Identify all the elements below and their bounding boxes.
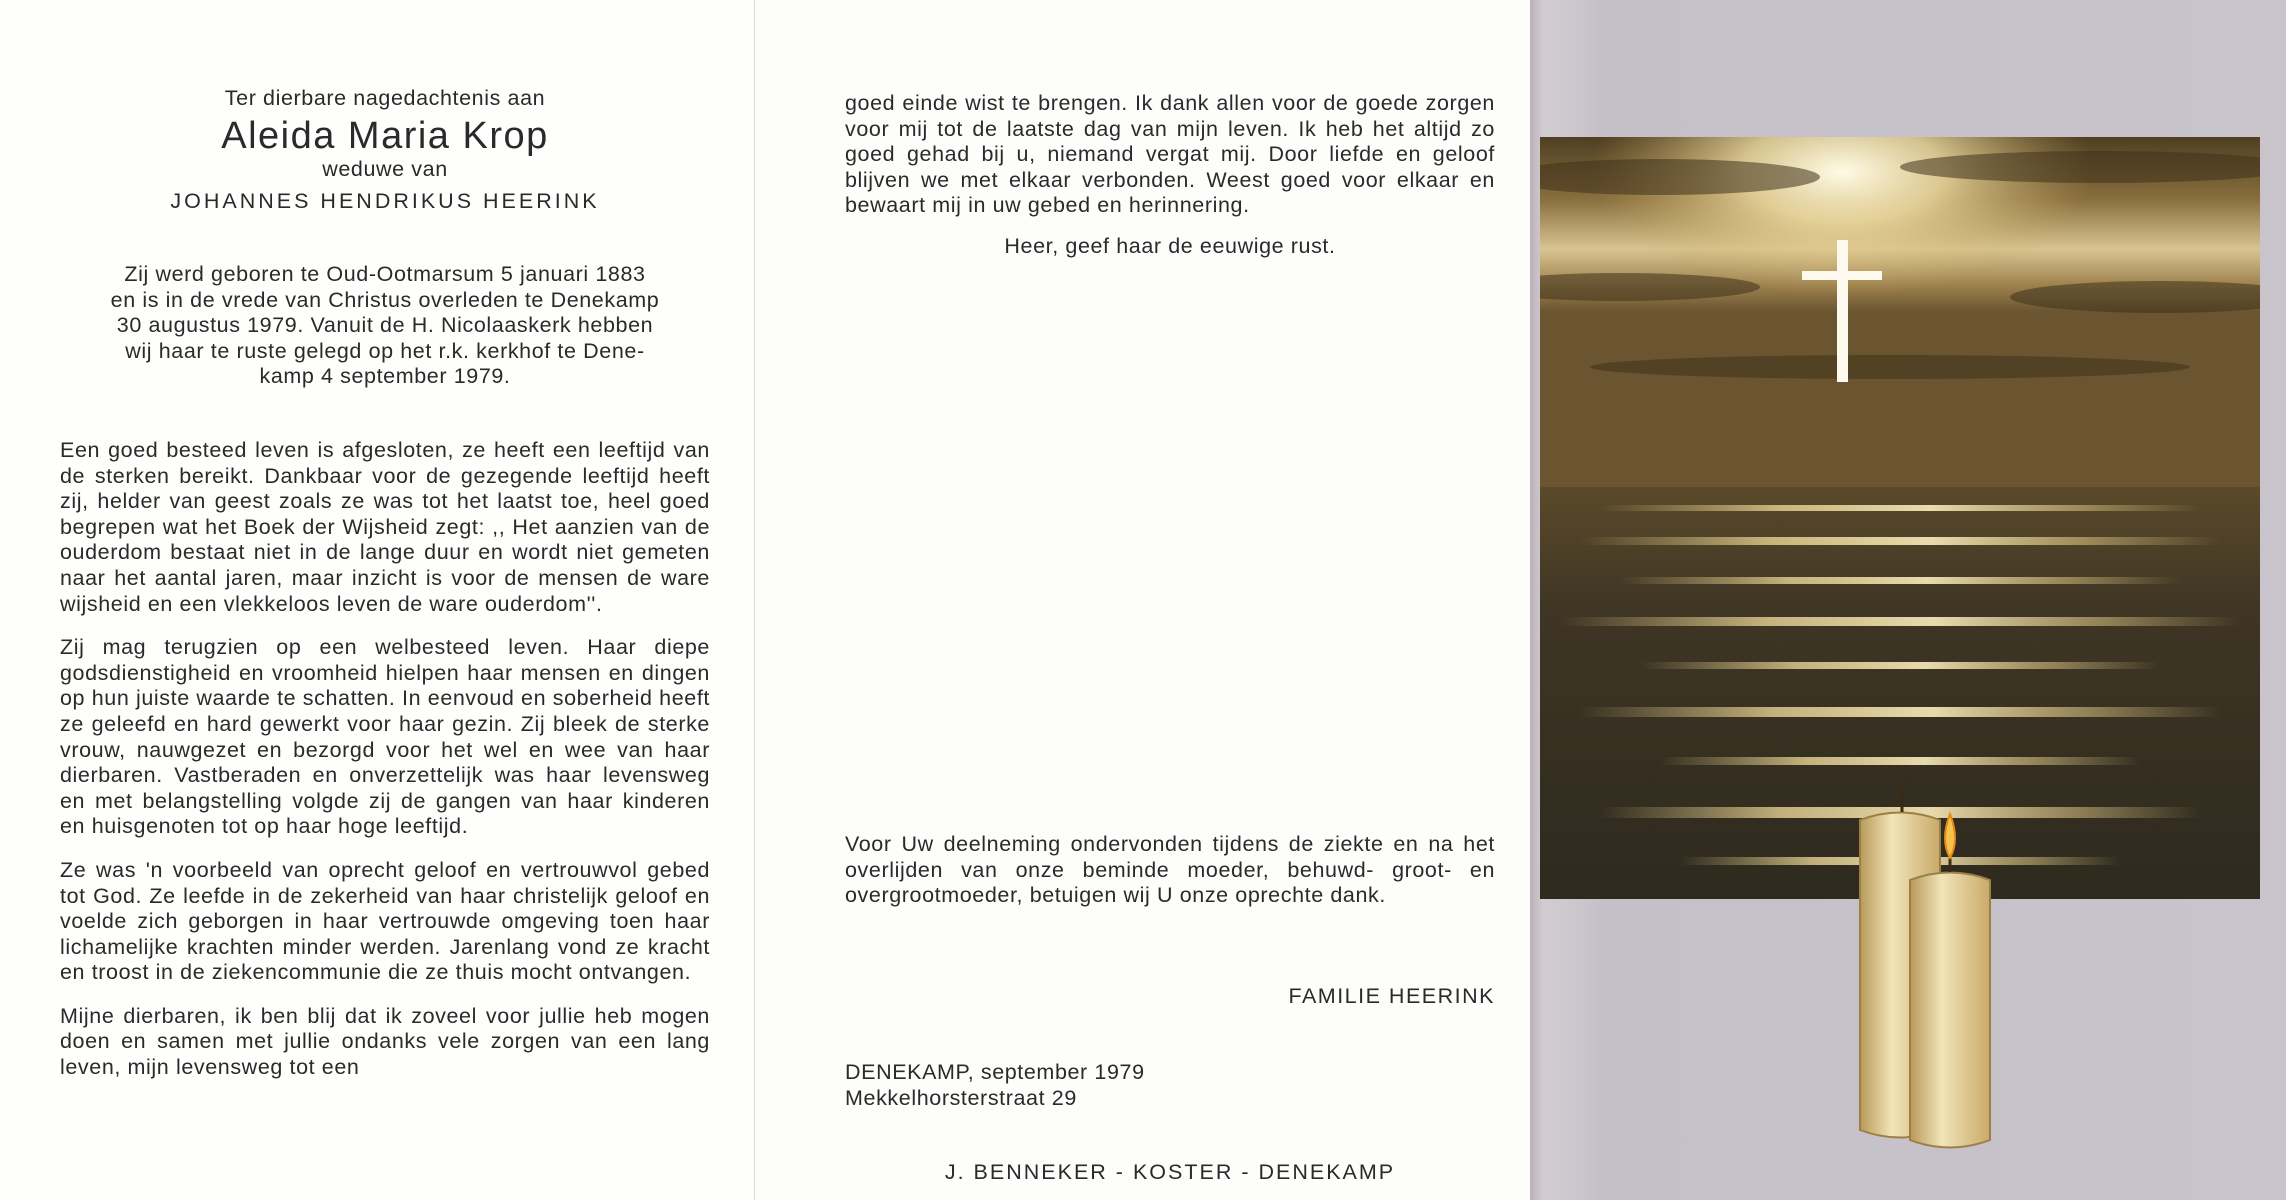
paragraph: Een goed besteed leven is afgesloten, ze heeft een leeftijd van de sterken bereikt. Dankbaar voor de gezegende leeftijd heeft zij, helder van geest zoals ze was tot het laatst toe, heel goed begrepen wat het Boek der Wijsheid zegt: ,, Het aanzien van de ouderdom bestaat niet in de lange duur en wordt niet gemeten naar het aantal jaren, maar inzicht is voor de mensen de ware wijsheid en een vlekkeloos leven de ware ouderdom''. [60,438,710,616]
bio-line: wij haar te ruste gelegd op het r.k. kerkhof te Dene- [125,338,645,363]
paragraph: Zij mag terugzien op een welbesteed leven. Haar diepe godsdienstigheid en vroomheid hielpen haar mensen en dingen op hun juiste waarde te schatten. In eenvoud en soberheid heeft ze geleefd en hard gewerkt voor haar gezin. Zij bleek de sterke vrouw, nauwgezet en bezorgd voor het wel en wee van haar dierbaren. Vastberaden en onverzettelijk was haar levensweg en met belangstelling volgde zij de gangen van haar kinderen en huisgenoten tot op haar hoge leeftijd. [60,635,710,839]
deceased-name: Aleida Maria Krop [221,114,549,157]
husband-name: JOHANNES HENDRIKUS HEERINK [170,188,600,213]
biography [60,262,710,390]
memorial-text [60,438,710,1099]
two-candles-icon [1840,770,2020,1150]
address: Mekkelhorsterstraat 29 [845,1085,1077,1110]
widow-of-label: weduwe van [322,157,448,182]
thanks-text: Voor Uw deelneming ondervonden tijdens de ziekte en na het overlijden van onze beminde moeder, behuwd- groot- en overgrootmoeder, betuigen wij U onze oprechte dank. [845,832,1495,908]
paragraph: Ze was 'n voorbeeld van oprecht geloof en vertrouwvol gebed tot God. Ze leefde in de zekerheid van haar christelijk geloof en voelde zich geborgen in haar vertrouwde omgeving toen haar lichamelijke krachten minder werden. Jarenlang vond ze kracht en troost in de ziekencommunie die ze thuis mocht ontvangen. [60,857,710,985]
place-block [845,1060,1265,1111]
bio-line: Zij werd geboren te Oud-Ootmarsum 5 januari 1883 [124,262,646,286]
bio-line: 30 augustus 1979. Vanuit de H. Nicolaaskerk hebben [116,313,654,338]
bio-line: en is in de vrede van Christus overleden te Denekamp [110,287,660,312]
family-signature: FAMILIE HEERINK [1288,984,1495,1008]
place-date: DENEKAMP, september 1979 [845,1060,1145,1084]
memorial-heading: Ter dierbare nagedachtenis aan [224,86,546,110]
continuation-block [845,91,1495,260]
paragraph: Mijne dierbaren, ik ben blij dat ik zoveel voor jullie heb mogen doen en samen met jullie ondanks vele zorgen van een lang leven, mijn levensweg tot een [60,1003,710,1080]
bio-line: kamp 4 september 1979. [259,364,511,389]
prayer: Heer, geef haar de eeuwige rust. [1004,233,1336,258]
thanks-block [845,832,1495,909]
printer-credit: J. BENNEKER - KOSTER - DENEKAMP [944,1160,1396,1184]
continuation-text: goed einde wist te brengen. Ik dank allen voor de goede zorgen voor mij tot de laatste dag van mijn leven. Ik heb het altijd zo goed gehad bij u, niemand vergat mij. Door liefde en geloof blijven we met elkaar verbonden. Weest goed voor elkaar en bewaart mij in uw gebed en herinnering. [845,91,1495,218]
intro-block [60,86,710,214]
